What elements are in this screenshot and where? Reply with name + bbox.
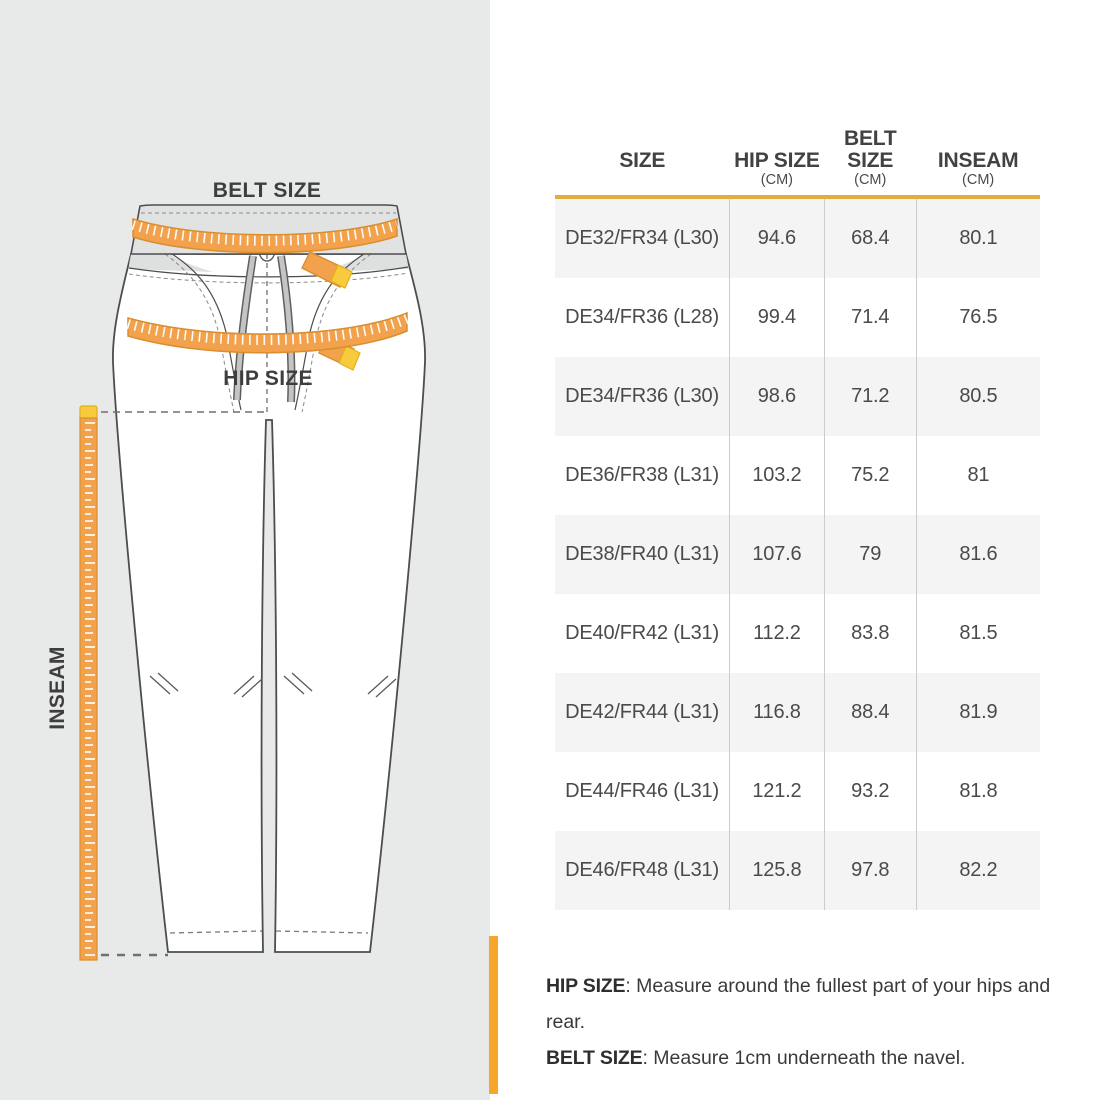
hip-cell: 125.8 (730, 831, 825, 910)
size-cell: DE42/FR44 (L31) (555, 673, 730, 752)
belt-cell: 88.4 (824, 673, 916, 752)
col-header-hip (730, 128, 825, 197)
table-row (555, 831, 1040, 910)
inseam-label: INSEAM (46, 646, 69, 730)
hip-cell: 94.6 (730, 197, 825, 278)
accent-bar (489, 936, 498, 1094)
inseam-cell: 81.9 (916, 673, 1040, 752)
hip-cell: 116.8 (730, 673, 825, 752)
size-cell: DE32/FR34 (L30) (555, 197, 730, 278)
hip-cell: 107.6 (730, 515, 825, 594)
belt-cell: 71.4 (824, 278, 916, 357)
belt-size-note-text: : Measure 1cm underneath the navel. (642, 1047, 966, 1069)
belt-size-label: BELT SIZE (212, 179, 322, 202)
belt-cell: 93.2 (824, 752, 916, 831)
size-table-panel (555, 128, 1040, 910)
hip-size-label: HIP SIZE (223, 367, 313, 390)
col-header-belt-label: BELT SIZE (843, 127, 897, 172)
pants-body (113, 254, 425, 952)
belt-cell: 71.2 (824, 357, 916, 436)
size-cell: DE44/FR46 (L31) (565, 780, 719, 802)
belt-cell: 79 (824, 515, 916, 594)
hip-cell: 98.6 (730, 357, 825, 436)
pants-illustration (0, 0, 490, 1100)
hip-size-note (546, 968, 1086, 1040)
table-row (555, 515, 1040, 594)
hip-cell: 103.2 (730, 436, 825, 515)
size-cell: DE36/FR38 (L31) (565, 464, 719, 486)
inseam-cell: 80.5 (916, 357, 1040, 436)
table-row (555, 436, 1040, 515)
col-header-hip-unit: (CM) (760, 172, 793, 188)
col-header-size-unit (555, 172, 730, 189)
table-row (555, 752, 1040, 831)
belt-cell: 97.8 (824, 831, 916, 910)
col-header-size-label: SIZE (619, 149, 666, 172)
belt-cell: 75.2 (824, 436, 916, 515)
hip-cell: 121.2 (730, 752, 825, 831)
size-cell: DE34/FR36 (L28) (565, 306, 719, 328)
inseam-cell: 82.2 (916, 831, 1040, 910)
hip-cell: 112.2 (730, 594, 825, 673)
size-cell: DE40/FR42 (L31) (565, 622, 719, 644)
col-header-inseam (916, 128, 1040, 197)
inseam-cell: 81.5 (916, 594, 1040, 673)
table-row (555, 673, 1040, 752)
belt-cell: 83.8 (824, 594, 916, 673)
inseam-cell: 81 (916, 436, 1040, 515)
size-cell: DE46/FR48 (L31) (555, 831, 730, 910)
col-header-inseam-unit: (CM) (962, 172, 995, 188)
inseam-cell: 80.1 (916, 197, 1040, 278)
measure-notes (546, 968, 1086, 1076)
belt-cell: 68.4 (824, 197, 916, 278)
table-row (555, 278, 1040, 357)
table-row (555, 594, 1040, 673)
col-header-inseam-label: INSEAM (937, 149, 1019, 172)
belt-size-note (546, 1040, 1086, 1076)
belt-size-note-term: BELT SIZE (546, 1047, 643, 1069)
table-row (555, 197, 1040, 278)
size-cell: DE38/FR40 (L31) (555, 515, 730, 594)
size-table (555, 128, 1040, 910)
hip-size-note-term: HIP SIZE (546, 975, 626, 997)
inseam-tape (80, 406, 97, 960)
col-header-hip-label: HIP SIZE (734, 149, 820, 172)
illustration-panel (0, 0, 490, 1100)
col-header-size (555, 128, 730, 197)
col-header-belt (824, 128, 916, 197)
inseam-cell: 81.8 (916, 752, 1040, 831)
table-row (555, 357, 1040, 436)
inseam-cell: 81.6 (916, 515, 1040, 594)
table-header-row (555, 128, 1040, 197)
size-cell: DE34/FR36 (L30) (555, 357, 730, 436)
size-table-body (555, 197, 1040, 910)
hip-size-note-text: : Measure around the fullest part of your hips and rear. (546, 975, 1051, 1033)
inseam-cell: 76.5 (916, 278, 1040, 357)
col-header-belt-unit: (CM) (854, 172, 887, 188)
hip-cell: 99.4 (730, 278, 825, 357)
